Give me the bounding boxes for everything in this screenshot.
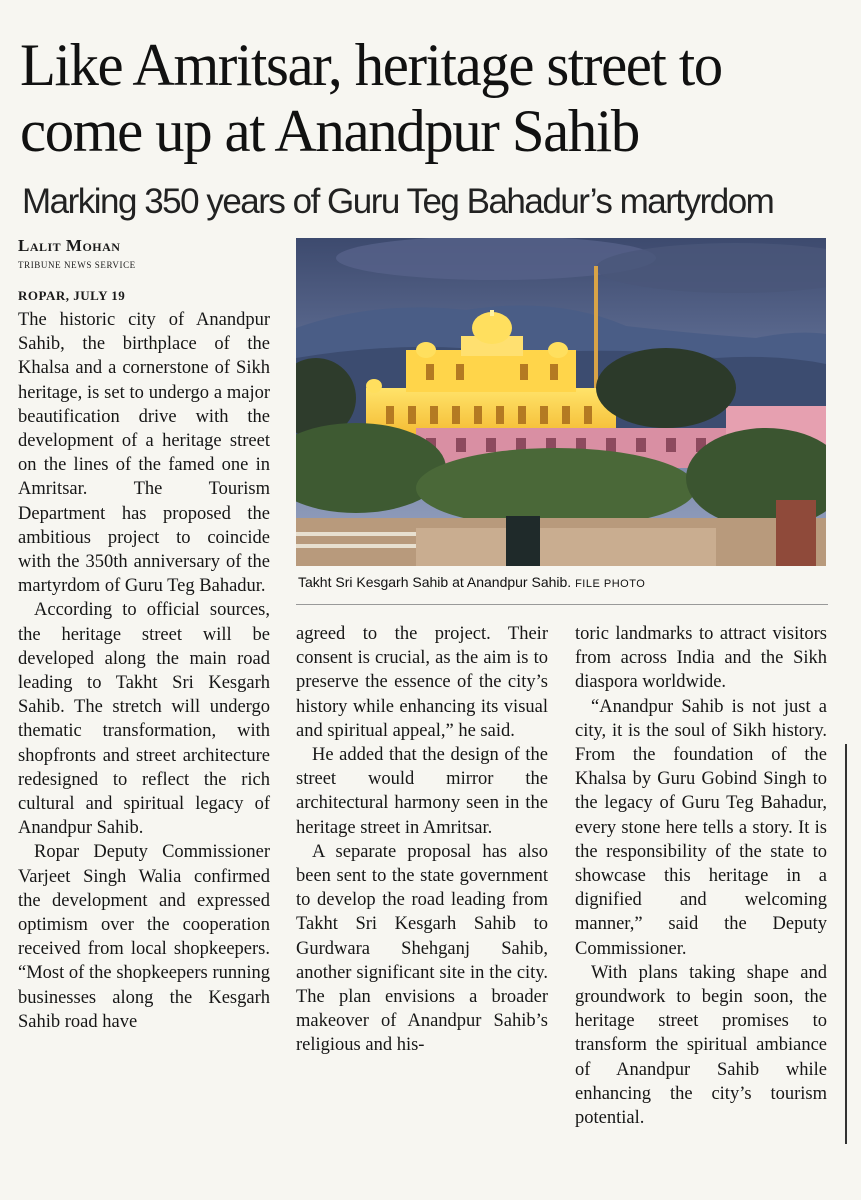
photo-credit: FILE PHOTO — [575, 578, 646, 590]
caption-divider — [296, 604, 828, 605]
paragraph: Ropar Deputy Commissioner Varjeet Singh Walia confirmed the development and expressed optimism over the cooperation received from local shopkeepers. “Most of the shopkeepers running businesses along the Kesgarh Sahib road have — [18, 842, 270, 1032]
article-photo — [296, 238, 826, 566]
column-2 — [296, 622, 548, 1058]
adjacent-article-edge — [845, 744, 861, 1144]
paragraph: “Anandpur Sahib is not just a city, it is the soul of Sikh history. From the foundation of the Khalsa by Guru Gobind Singh to the legacy of Guru Teg Bahadur, every stone here tells a story. It is the responsibility of the state to showcase this heritage in a dignified and welcoming manner,” said the Deputy Commissioner. — [575, 696, 827, 959]
column-1 — [18, 308, 270, 1034]
caption-text: Takht Sri Kesgarh Sahib at Anandpur Sahib. — [298, 574, 572, 590]
dateline: ROPAR, JULY 19 — [18, 288, 126, 303]
gurdwara-illustration — [296, 238, 826, 566]
paragraph: According to official sources, the heritage street will be developed along the main road leading to Takht Sri Kesgarh Sahib. The stretch will undergo thematic transformation, with shopfronts and street architecture redesigned to reflect the rich cultural and spiritual legacy of Anandpur Sahib. — [18, 600, 270, 839]
news-service: TRIBUNE NEWS SERVICE — [18, 260, 136, 270]
paragraph: agreed to the project. Their consent is crucial, as the aim is to preserve the essence of the city’s history while enhancing its visual and spiritual appeal,” he said. — [296, 624, 548, 741]
headline: Like Amritsar, heritage street to come up at Anandpur Sahib — [20, 32, 722, 164]
subheadline: Marking 350 years of Guru Teg Bahadur’s martyrdom — [22, 182, 774, 221]
photo-caption — [298, 574, 828, 590]
column-3 — [575, 622, 827, 1130]
paragraph: He added that the design of the street would mirror the architectural harmony seen in the heritage street in Amritsar. — [296, 745, 548, 838]
paragraph: The historic city of Anandpur Sahib, the birthplace of the Khalsa and a cornerstone of Sikh heritage, is set to undergo a major beautification drive with the development of a heritage street on the lines of the famed one in Amritsar. The Tourism Department has proposed the ambitious project to coincide with the 350th anniversary of the martyrdom of Guru Teg Bahadur. — [18, 310, 270, 597]
paragraph: A separate proposal has also been sent to the state government to develop the road leading from Takht Sri Kesgarh Sahib to Gurdwara Shehganj Sahib, another significant site in the city. The plan envisions a broader makeover of Anandpur Sahib’s religious and his- — [296, 841, 548, 1056]
paragraph: toric landmarks to attract visitors from across India and the Sikh diaspora worldwide. — [575, 624, 827, 693]
paragraph: With plans taking shape and groundwork to begin soon, the heritage street promises to transform the spiritual ambiance of Anandpur Sahib while enhancing the city’s tourism potential. — [575, 962, 827, 1129]
author-byline: Lalit Mohan — [18, 236, 121, 255]
